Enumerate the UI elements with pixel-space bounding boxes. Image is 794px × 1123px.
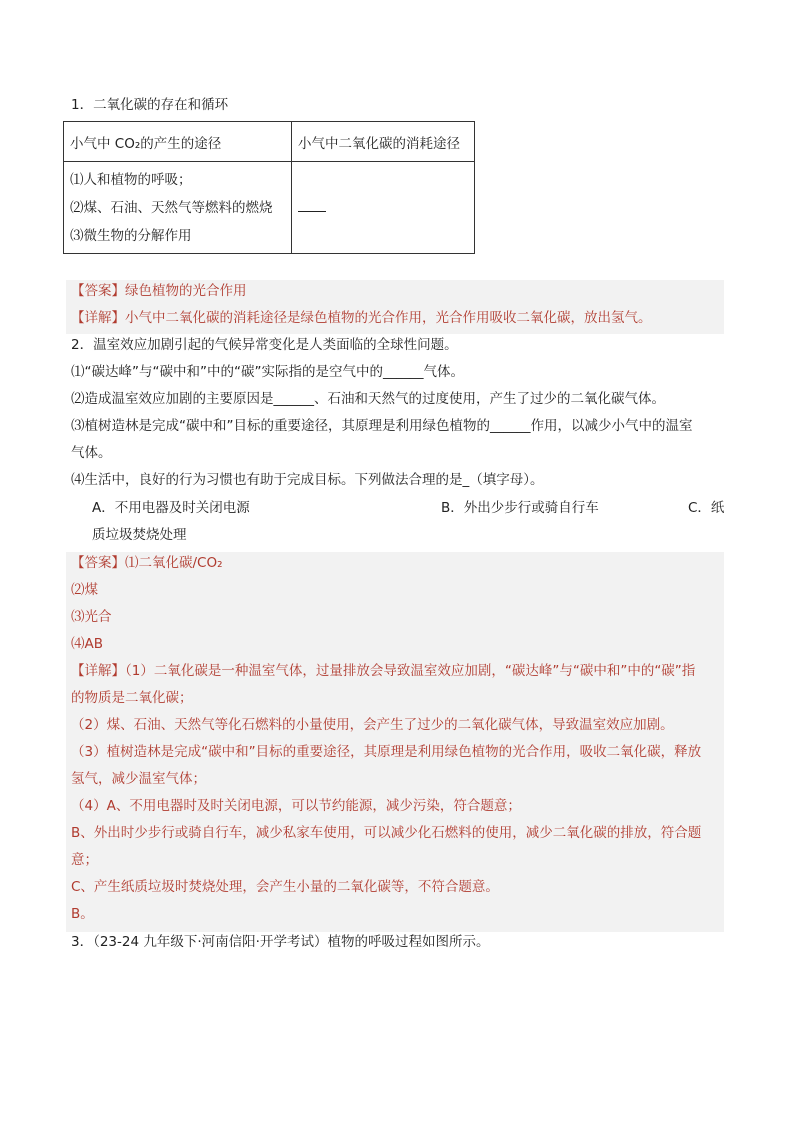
q2-detail-3-cont: 氢气，减少温室气体； bbox=[71, 771, 206, 787]
q1-table-left-cell bbox=[64, 162, 292, 254]
q2-option-c-cont: 质垃圾焚烧处理 bbox=[92, 527, 187, 543]
q1-table bbox=[63, 121, 475, 254]
q2-detail-4b-cont: 意； bbox=[71, 852, 98, 868]
q2-part-3: ⑶植树造林是完成“碳中和”目标的重要途径，其原理是利用绿色植物的______作用，以减少小气中的温室 bbox=[71, 418, 693, 434]
q1-table-item-1: ⑴人和植物的呼吸； bbox=[70, 171, 192, 188]
q2-answer-1-text: ⑴二氧化碳/CO₂ bbox=[125, 555, 223, 571]
q2-answer-4: ⑷AB bbox=[71, 636, 103, 652]
q2-option-b: B．外出少步行或骑自行车 bbox=[441, 500, 599, 516]
q2-detail-4b: B、外出时少步行或骑自行车，减少私家车使用，可以减少化石燃料的使用，减少二氧化碳的排放，符合题 bbox=[71, 825, 702, 841]
q2-part-1: ⑴“碳达峰”与“碳中和”中的“碳”实际指的是空气中的______气体。 bbox=[71, 364, 464, 380]
q1-answer bbox=[71, 281, 247, 301]
q2-detail-1-text: （1）二氧化碳是一种温室气体，过量排放会导致温室效应加剧，“碳达峰”与“碳中和”中的“碳”指 bbox=[125, 663, 696, 679]
q1-answer-text: 绿色植物的光合作用 bbox=[125, 283, 247, 299]
q2-detail-conclusion: B。 bbox=[71, 906, 94, 922]
q2-detail-3: （3）植树造林是完成“碳中和”目标的重要途径，其原理是利用绿色植物的光合作用，吸收二氧化碳，释放 bbox=[71, 744, 702, 760]
q2-detail-1 bbox=[71, 661, 695, 681]
q2-title: 2．温室效应加剧引起的气候异常变化是人类面临的全球性问题。 bbox=[71, 337, 458, 353]
q2-detail-4c: C、产生纸质垃圾时焚烧处理，会产生小量的二氧化碳等，不符合题意。 bbox=[71, 879, 499, 895]
q2-option-a: A．不用电器及时关闭电源 bbox=[92, 500, 250, 516]
q3-title: 3．（23-24 九年级下·河南信阳·开学考试）植物的呼吸过程如图所示。 bbox=[71, 934, 490, 950]
q1-table-item-3: ⑶微生物的分解作用 bbox=[70, 227, 192, 244]
q1-table-header-left: 小气中 CO₂的产生的途径 bbox=[64, 122, 292, 162]
q1-table-right-cell bbox=[292, 162, 475, 254]
q2-answer-3: ⑶光合 bbox=[71, 609, 112, 625]
q2-answer-2: ⑵煤 bbox=[71, 582, 98, 598]
detail-tag: 【详解】 bbox=[71, 310, 125, 326]
q1-title: 1．二氧化碳的存在和循环 bbox=[71, 97, 229, 113]
q1-detail-text: 小气中二氧化碳的消耗途径是绿色植物的光合作用，光合作用吸收二氧化碳，放出氢气。 bbox=[125, 310, 652, 326]
q1-table-item-2: ⑵煤、石油、天然气等燃料的燃烧 bbox=[70, 199, 273, 216]
answer-tag: 【答案】 bbox=[71, 283, 125, 299]
q2-detail-2: （2）煤、石油、天然气等化石燃料的小量使用，会产生了过少的二氧化碳气体，导致温室效应加剧。 bbox=[71, 717, 674, 733]
answer-blank bbox=[298, 199, 326, 212]
q2-option-c: C．纸 bbox=[688, 500, 725, 516]
q2-detail-4a: （4）A、不用电器时及时关闭电源，可以节约能源，减少污染，符合题意； bbox=[71, 798, 521, 814]
q1-table-header-right: 小气中二氧化碳的消耗途径 bbox=[292, 122, 475, 162]
q2-part-3-cont: 气体。 bbox=[71, 445, 112, 461]
q2-detail-1-cont: 的物质是二氧化碳； bbox=[71, 690, 193, 706]
q2-part-4: ⑷生活中，良好的行为习惯也有助于完成目标。下列做法合理的是_（填字母）。 bbox=[71, 472, 544, 488]
q2-part-2: ⑵造成温室效应加剧的主要原因是______、石油和天然气的过度使用，产生了过少的二氧化碳气体。 bbox=[71, 391, 665, 407]
q1-detail bbox=[71, 308, 652, 328]
detail-tag: 【详解】 bbox=[71, 663, 125, 679]
q2-answer-1 bbox=[71, 553, 223, 573]
answer-tag: 【答案】 bbox=[71, 555, 125, 571]
